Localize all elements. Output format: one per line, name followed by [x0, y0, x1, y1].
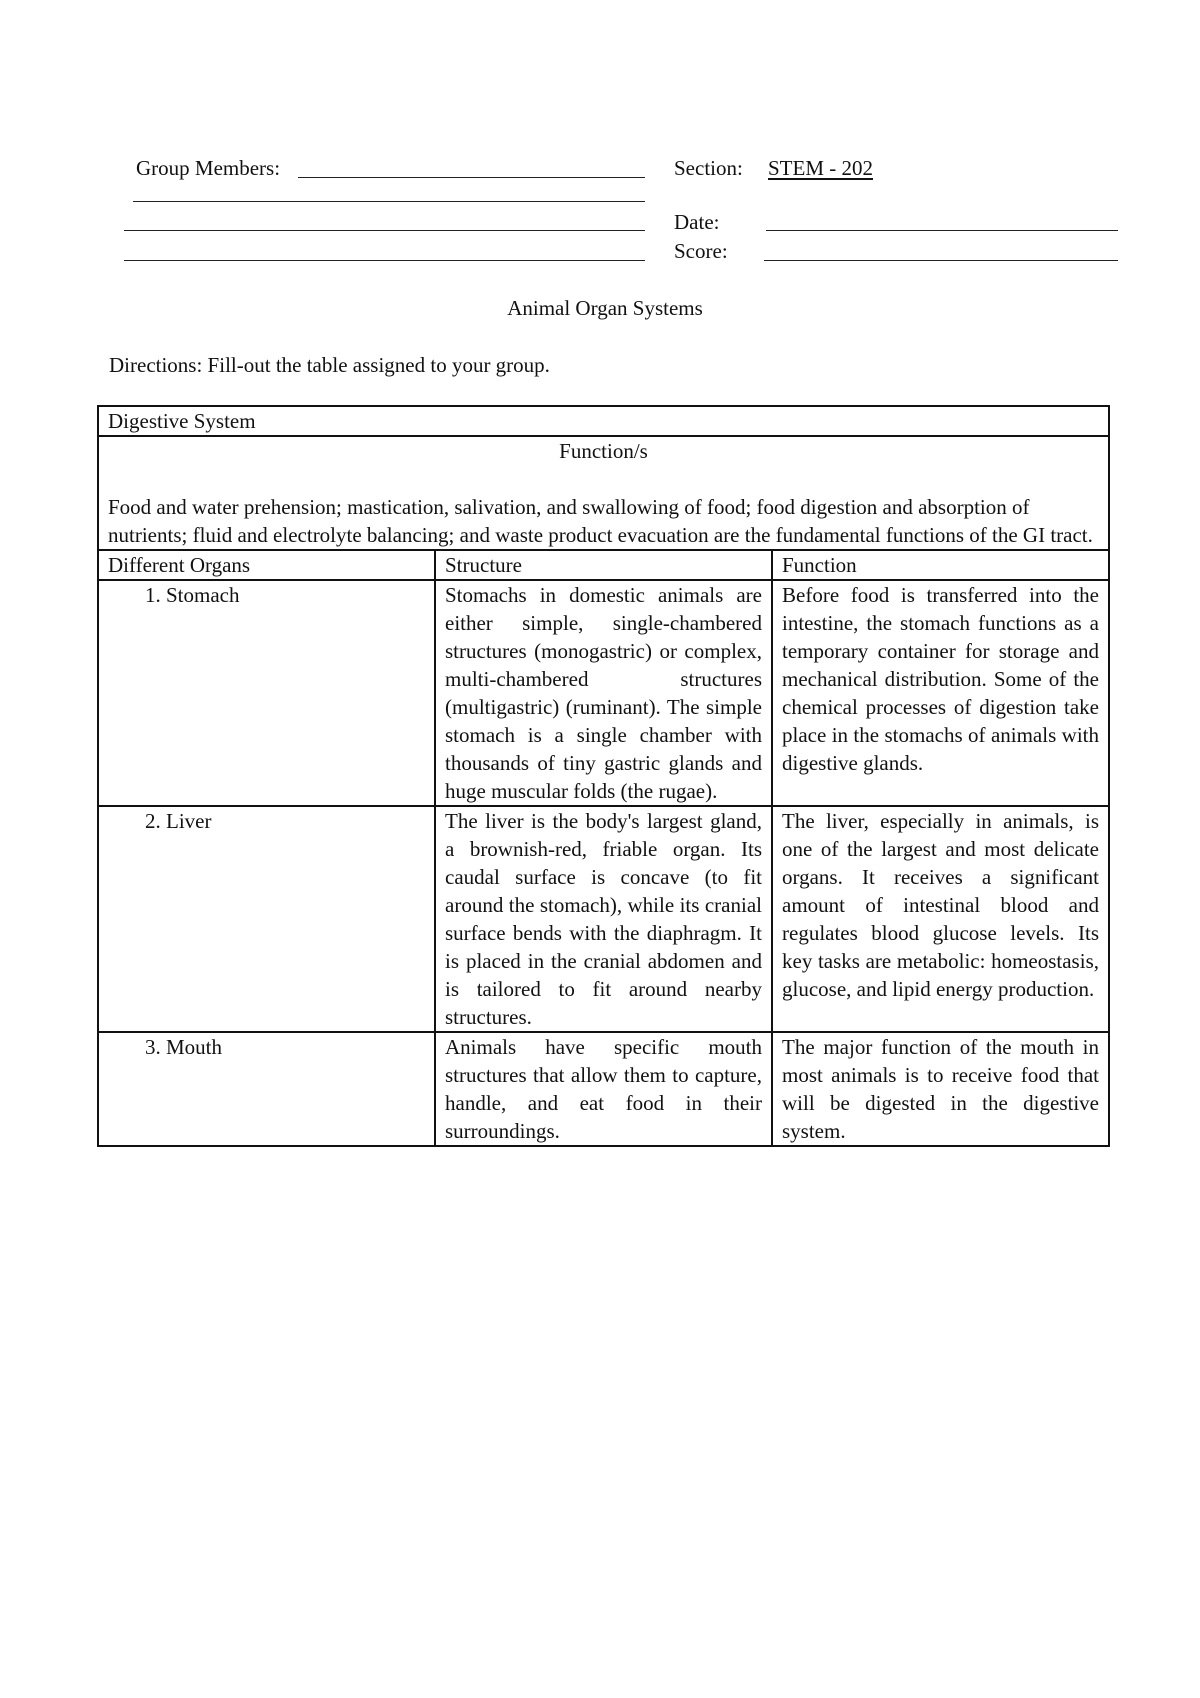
group-members-label: Group Members: [136, 156, 281, 180]
organ-name: 2. Liver [98, 806, 435, 1032]
column-header-structure: Structure [435, 550, 772, 580]
date-label: Date: [674, 210, 720, 234]
system-name-row [98, 406, 1109, 436]
column-header-organs: Different Organs [98, 550, 435, 580]
table-row [98, 806, 1109, 1032]
group-member-line-1[interactable] [298, 177, 645, 178]
organ-structure: Stomachs in domestic animals are either simple, single-chambered structures (monogastric) or complex, multi-chambered structures (multigastric) (ruminant). The simple stomach is a single chamber with thousands of tiny gastric glands and huge muscular folds (the rugae). [435, 580, 772, 806]
organ-function: The major function of the mouth in most animals is to receive food that will be digested in the digestive system. [772, 1032, 1109, 1146]
organ-structure: Animals have specific mouth structures that allow them to capture, handle, and eat food in their surroundings. [435, 1032, 772, 1146]
table-row [98, 580, 1109, 806]
organ-structure: The liver is the body's largest gland, a brownish-red, friable organ. Its caudal surface is concave (to fit around the stomach), while its cranial surface bends with the diaphragm. It is placed in the cranial abdomen and is tailored to fit around nearby structures. [435, 806, 772, 1032]
table-row [98, 1032, 1109, 1146]
score-line[interactable] [764, 260, 1118, 261]
page-title: Animal Organ Systems [507, 296, 703, 320]
organ-system-table [97, 405, 1110, 1147]
system-name: Digestive System [98, 406, 1109, 436]
date-line[interactable] [766, 230, 1118, 231]
function-cell [98, 436, 1109, 550]
section-label: Section: [674, 156, 743, 180]
group-member-line-4[interactable] [124, 260, 645, 261]
score-label: Score: [674, 239, 728, 263]
organ-name: 1. Stomach [98, 580, 435, 806]
column-header-row [98, 550, 1109, 580]
organ-name: 3. Mouth [98, 1032, 435, 1146]
group-member-line-2[interactable] [133, 201, 645, 202]
organ-function: The liver, especially in animals, is one of the largest and most delicate organs. It receives a significant amount of intestinal blood and regulates blood glucose levels. Its key tasks are metabolic: homeostasis, glucose, and lipid energy production. [772, 806, 1109, 1032]
function-text: Food and water prehension; mastication, salivation, and swallowing of food; food digestion and absorption of nutrients; fluid and electrolyte balancing; and waste product evacuation are the fundamental functions of the GI tract. [108, 495, 1093, 547]
section-value: STEM - 202 [768, 156, 873, 180]
group-member-line-3[interactable] [124, 230, 645, 231]
column-header-function: Function [772, 550, 1109, 580]
function-heading: Function/s [559, 439, 648, 463]
directions-text: Directions: Fill-out the table assigned to your group. [109, 353, 550, 377]
function-row [98, 436, 1109, 550]
organ-function: Before food is transferred into the intestine, the stomach functions as a temporary container for storage and mechanical distribution. Some of the chemical processes of digestion take place in the stomachs of animals with digestive glands. [772, 580, 1109, 806]
